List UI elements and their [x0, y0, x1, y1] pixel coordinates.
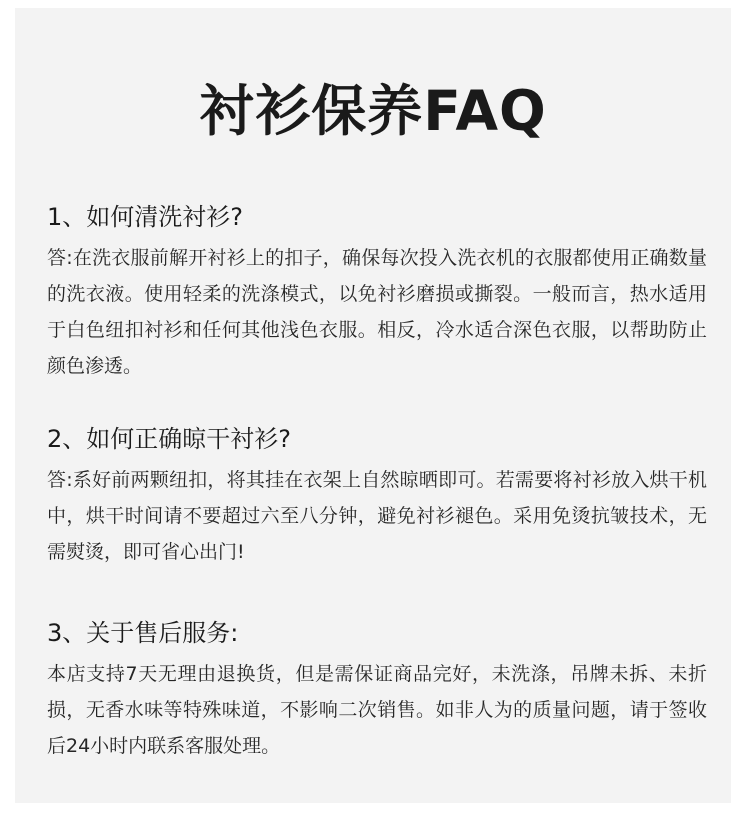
page-title: 衬衫保养FAQ [199, 79, 547, 143]
faq-question: 3、关于售后服务: [47, 619, 239, 647]
faq-panel [15, 8, 731, 803]
faq-answer: 答:在洗衣服前解开衬衫上的扣子，确保每次投入洗衣机的衣服都使用正确数量的洗衣液。使用轻柔的洗涤模式，以免衬衫磨损或撕裂。一般而言，热水适用于白色纽扣衬衫和任何其他浅色衣服。相反，冷水适合深色衣服，以帮助防止颜色渗透。 [47, 247, 707, 377]
faq-answer: 答:系好前两颗纽扣，将其挂在衣架上自然晾晒即可。若需要将衬衫放入烘干机中，烘干时间请不要超过六至八分钟，避免衬衫褪色。采用免烫抗皱技术，无需熨烫，即可省心出门! [47, 469, 707, 563]
faq-answer: 本店支持7天无理由退换货，但是需保证商品完好，未洗涤，吊牌未拆、未折损，无香水味等特殊味道，不影响二次销售。如非人为的质量问题，请于签收后24小时内联系客服处理。 [47, 663, 707, 757]
faq-item-washing [47, 200, 707, 384]
faq-question: 1、如何清洗衬衫? [47, 203, 244, 231]
faq-item-after-sales [47, 616, 707, 764]
faq-question: 2、如何正确晾干衬衫? [47, 425, 292, 453]
faq-item-drying [47, 422, 707, 570]
